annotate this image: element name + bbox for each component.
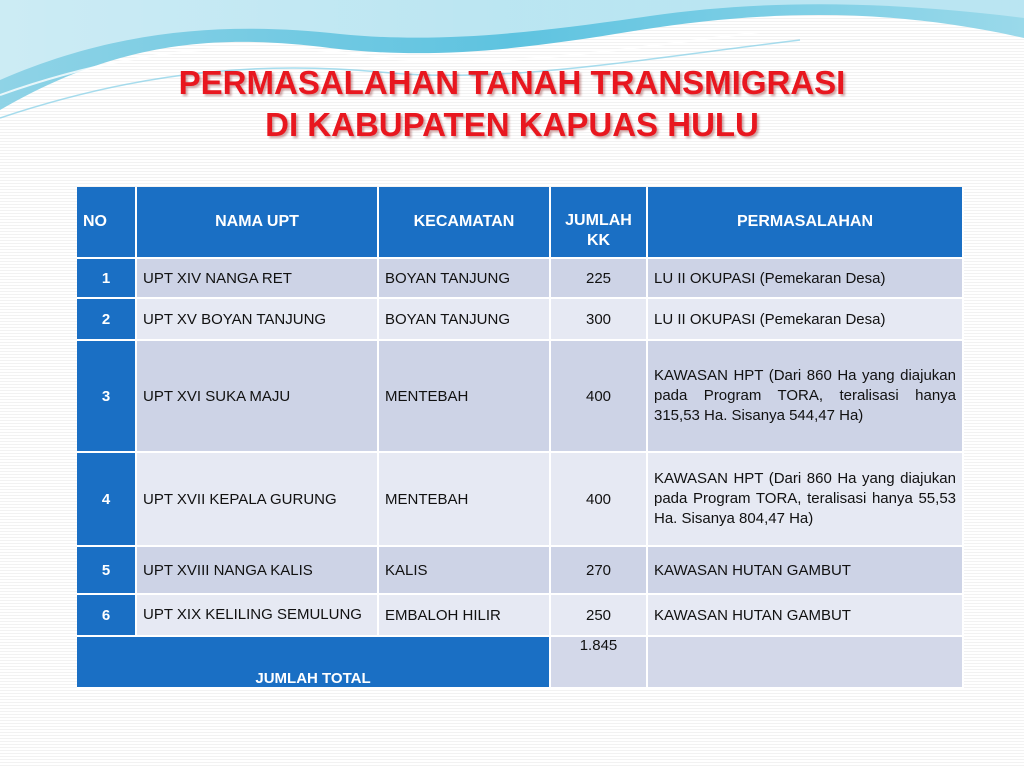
cell-permasalahan: KAWASAN HPT (Dari 860 Ha yang diajukan pada Program TORA, teralisasi hanya 55,53 Ha. Sisanya 804,47 Ha): [648, 453, 964, 547]
cell-kecamatan: BOYAN TANJUNG: [379, 259, 551, 299]
cell-nama-upt: UPT XVIII NANGA KALIS: [137, 547, 379, 595]
cell-kecamatan: BOYAN TANJUNG: [379, 299, 551, 341]
table-header-row: [77, 187, 964, 259]
cell-kecamatan: KALIS: [379, 547, 551, 595]
cell-nama-upt: UPT XIV NANGA RET: [137, 259, 379, 299]
cell-jumlah-kk: 400: [551, 341, 648, 453]
cell-jumlah-kk: 270: [551, 547, 648, 595]
total-label: JUMLAH TOTAL: [77, 637, 551, 689]
total-row: [77, 637, 964, 689]
cell-permasalahan: KAWASAN HUTAN GAMBUT: [648, 547, 964, 595]
header-nama-upt: NAMA UPT: [137, 187, 379, 259]
header-jumlah-kk-line2: KK: [586, 232, 611, 249]
total-value: 1.845: [551, 637, 648, 689]
slide-title: [0, 62, 1024, 146]
header-jumlah-kk: [551, 187, 648, 259]
cell-no: 5: [77, 547, 137, 595]
cell-no: 1: [77, 259, 137, 299]
cell-jumlah-kk: 400: [551, 453, 648, 547]
cell-no: 4: [77, 453, 137, 547]
cell-kecamatan: EMBALOH HILIR: [379, 595, 551, 637]
transmigrasi-table: [77, 187, 964, 689]
cell-kecamatan: MENTEBAH: [379, 453, 551, 547]
cell-nama-upt: UPT XVII KEPALA GURUNG: [137, 453, 379, 547]
table-row: [77, 595, 964, 637]
cell-permasalahan: KAWASAN HUTAN GAMBUT: [648, 595, 964, 637]
cell-nama-upt: UPT XVI SUKA MAJU: [137, 341, 379, 453]
table-row: [77, 299, 964, 341]
cell-kecamatan: MENTEBAH: [379, 341, 551, 453]
header-kecamatan: KECAMATAN: [379, 187, 551, 259]
table-row: [77, 341, 964, 453]
cell-no: 3: [77, 341, 137, 453]
cell-jumlah-kk: 300: [551, 299, 648, 341]
slide-title-line1: PERMASALAHAN TANAH TRANSMIGRASI: [178, 64, 846, 101]
cell-nama-upt: UPT XIX KELILING SEMULUNG: [137, 595, 379, 637]
cell-no: 2: [77, 299, 137, 341]
cell-no: 6: [77, 595, 137, 637]
table-row: [77, 259, 964, 299]
slide-title-line2: DI KABUPATEN KAPUAS HULU: [265, 106, 759, 143]
header-no: NO: [77, 187, 137, 259]
cell-jumlah-kk: 250: [551, 595, 648, 637]
total-empty-cell: [648, 637, 964, 689]
cell-permasalahan: LU II OKUPASI (Pemekaran Desa): [648, 259, 964, 299]
cell-nama-upt: UPT XV BOYAN TANJUNG: [137, 299, 379, 341]
table-row: [77, 453, 964, 547]
header-jumlah-kk-line1: JUMLAH: [565, 212, 632, 229]
cell-permasalahan: KAWASAN HPT (Dari 860 Ha yang diajukan pada Program TORA, teralisasi hanya 315,53 Ha. Sisanya 544,47 Ha): [648, 341, 964, 453]
cell-jumlah-kk: 225: [551, 259, 648, 299]
cell-permasalahan: LU II OKUPASI (Pemekaran Desa): [648, 299, 964, 341]
table-row: [77, 547, 964, 595]
header-permasalahan: PERMASALAHAN: [648, 187, 964, 259]
